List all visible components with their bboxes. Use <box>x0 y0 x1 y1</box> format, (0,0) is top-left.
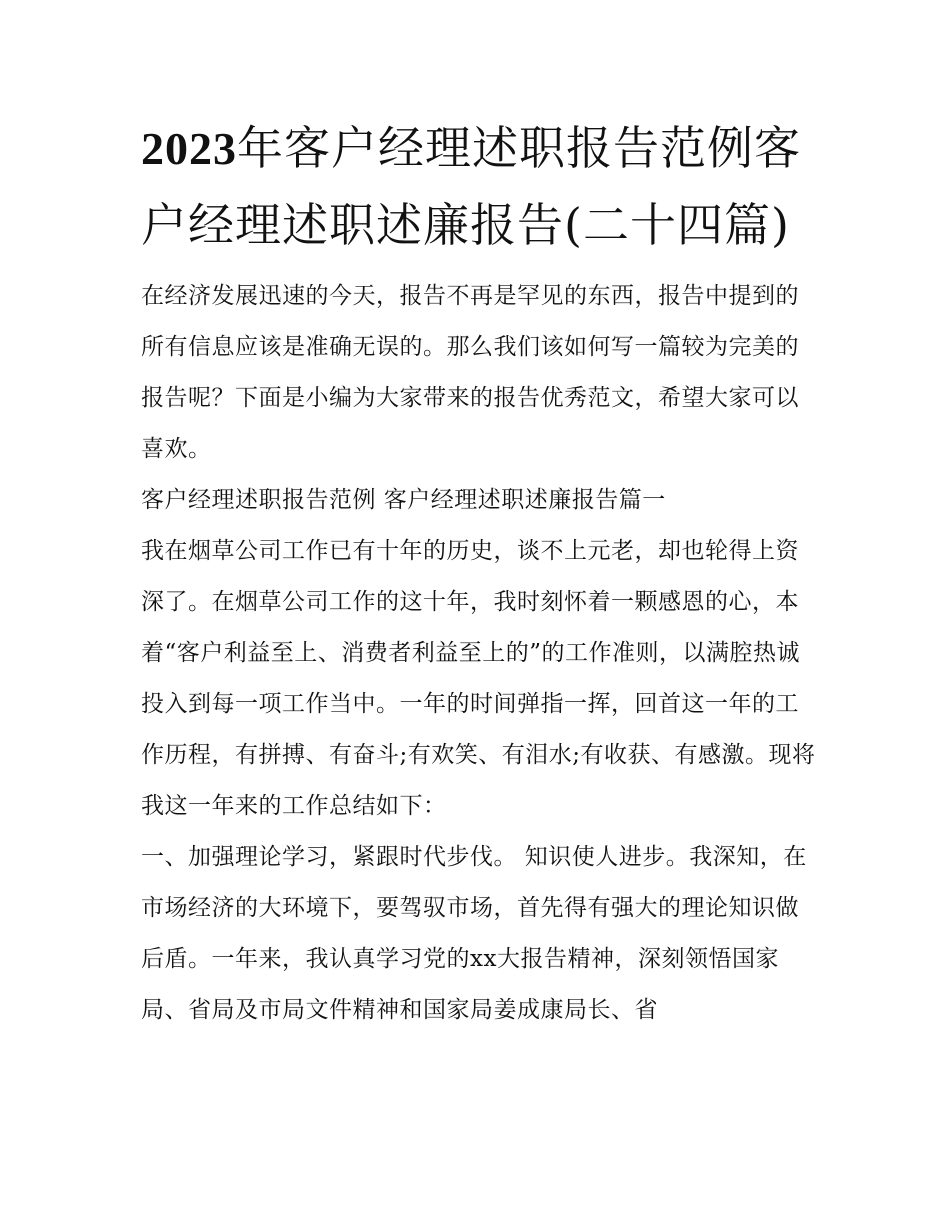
body-paragraph: 一、加强理论学习，紧跟时代步伐。 知识使人进步。我深知，在市场经济的大环境下，要驾驭市场，首先得有强大的理论知识做后盾。一年来，我认真学习党的xx大报告精神，深刻领悟国家局、省局及市局文件精神和国家局姜成康局长、省 <box>141 844 807 1023</box>
title-text: 年客户经理述职报告范例客户经理述职述廉报告(二十四篇) <box>141 121 801 252</box>
body-paragraph: 我在烟草公司工作已有十年的历史，谈不上元老，却也轮得上资深了。在烟草公司工作的这十年，我时刻怀着一颗感恩的心，本着“客户利益至上、消费者利益至上的”的工作准则，以满腔热诚投入到每一项工作当中。一年的时间弹指一挥，回首这一年的工作历程，有拼搏、有奋斗;有欢笑、有泪水;有收获、有感激。现将我这一年来的工作总结如下： <box>141 538 816 819</box>
section-heading: 客户经理述职报告范例 客户经理述职述廉报告篇一 <box>141 487 666 513</box>
document-body <box>141 271 821 1036</box>
title-year: 2023 <box>141 123 237 174</box>
document-page <box>141 110 821 1036</box>
document-title <box>141 110 821 263</box>
intro-paragraph: 在经济发展迅速的今天，报告不再是罕见的东西，报告中提到的所有信息应该是准确无误的。那么我们该如何写一篇较为完美的报告呢？下面是小编为大家带来的报告优秀范文，希望大家可以喜欢。 <box>141 283 799 462</box>
